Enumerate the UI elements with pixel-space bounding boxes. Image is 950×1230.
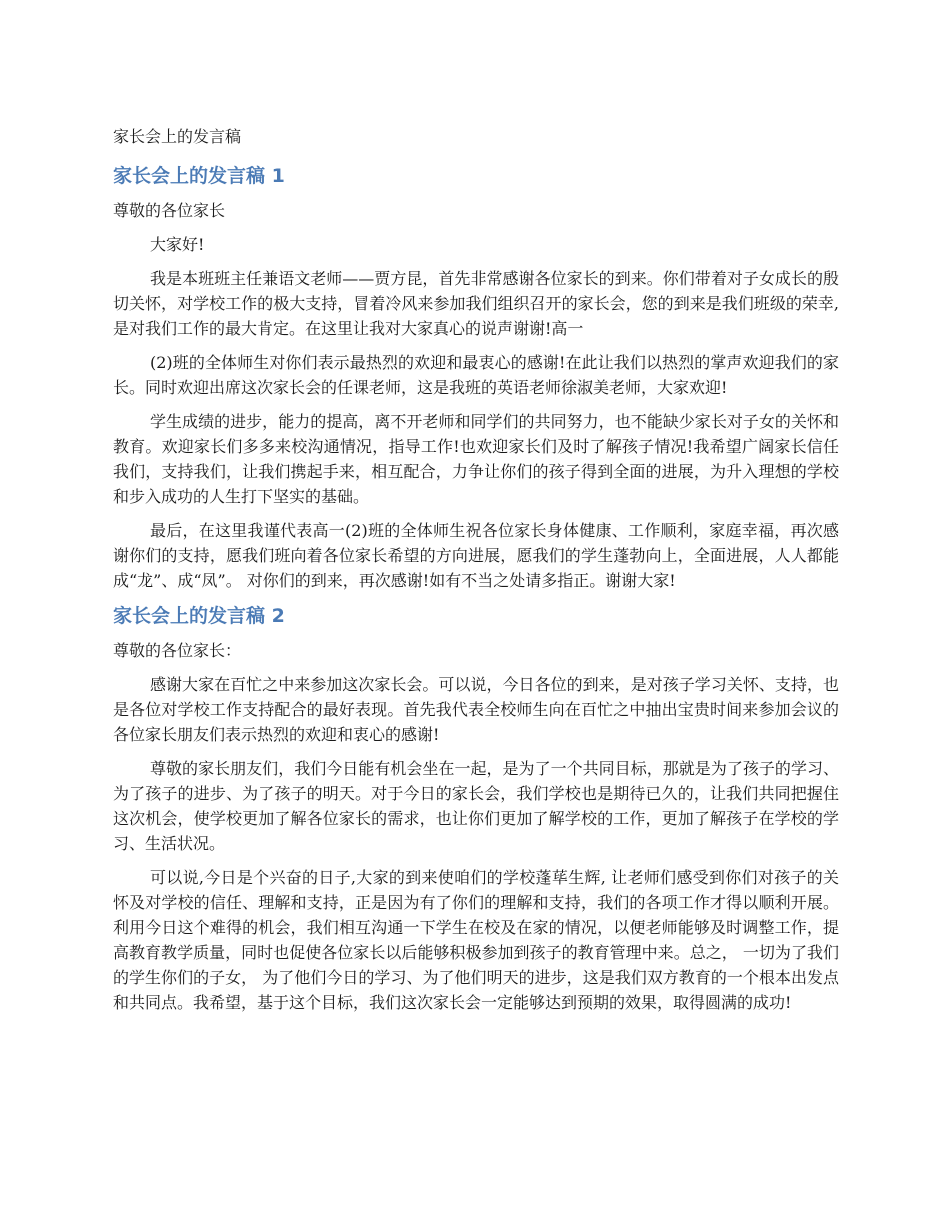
body-paragraph: 感谢大家在百忙之中来参加这次家长会。可以说，今日各位的到来，是对孩子学习关怀、支持，也是各位对学校工作支持配合的最好表现。首先我代表全校师生向在百忙之中抽出宝贵时间来参加会议的各位家长朋友们表示热烈的欢迎和衷心的感谢! [113,675,839,744]
document-title: 家长会上的发言稿 [113,127,242,146]
salutation-1: 尊敬的各位家长 [113,201,226,220]
section-heading-2: 家长会上的发言稿 2 [113,605,285,627]
body-paragraph: 我是本班班主任兼语文老师——贾方昆，首先非常感谢各位家长的到来。你们带着对子女成长的殷切关怀，对学校工作的极大支持，冒着冷风来参加我们组织召开的家长会，您的到来是我们班级的荣幸,是对我们工作的最大肯定。在这里让我对大家真心的说声谢谢!高一 [113,269,839,338]
body-paragraph: (2)班的全体师生对你们表示最热烈的欢迎和最衷心的感谢!在此让我们以热烈的掌声欢迎我们的家长。同时欢迎出席这次家长会的任课老师，这是我班的英语老师徐淑美老师，大家欢迎! [113,353,839,397]
greeting-paragraph: 大家好! [150,235,205,254]
body-paragraph: 学生成绩的进步，能力的提高，离不开老师和同学们的共同努力，也不能缺少家长对子女的关怀和教育。欢迎家长们多多来校沟通情况，指导工作!也欢迎家长们及时了解孩子情况!我希望广阔家长信任我们，支持我们，让我们携起手来，相互配合，力争让你们的孩子得到全面的进展，为升入理想的学校和步入成功的人生打下坚实的基础。 [113,412,839,506]
document-body [113,124,839,1024]
body-paragraph: 最后，在这里我谨代表高一(2)班的全体师生祝各位家长身体健康、工作顺利，家庭幸福，再次感谢你们的支持，愿我们班向着各位家长希望的方向进展，愿我们的学生蓬勃向上，全面进展，人人都能成“龙”、成“凤”。 对你们的到来，再次感谢!如有不当之处请多指正。谢谢大家! [113,521,839,590]
section-heading-1: 家长会上的发言稿 1 [113,165,285,187]
body-paragraph: 尊敬的家长朋友们，我们今日能有机会坐在一起，是为了一个共同目标，那就是为了孩子的学习、为了孩子的进步、为了孩子的明天。对于今日的家长会，我们学校也是期待已久的，让我们共同把握住这次机会，使学校更加了解各位家长的需求，也让你们更加了解学校的工作，更加了解孩子在学校的学习、生活状况。 [113,759,839,853]
salutation-2: 尊敬的各位家长： [113,641,242,660]
body-paragraph: 可以说,今日是个兴奋的日子,大家的到来使咱们的学校蓬荜生辉, 让老师们感受到你们对孩子的关怀及对学校的信任、理解和支持，正是因为有了你们的理解和支持，我们的各项工作才得以顺利开展。利用今日这个难得的机会，我们相互沟通一下学生在校及在家的情况，以便老师能够及时调整工作，提高教育教学质量，同时也促使各位家长以后能够积极参加到孩子的教育管理中来。总之， 一切为了我们的学生你们的子女， 为了他们今日的学习、为了他们明天的进步，这是我们双方教育的一个根本出发点和共同点。我希望，基于这个目标，我们这次家长会一定能够达到预期的效果，取得圆满的成功! [113,868,839,1012]
